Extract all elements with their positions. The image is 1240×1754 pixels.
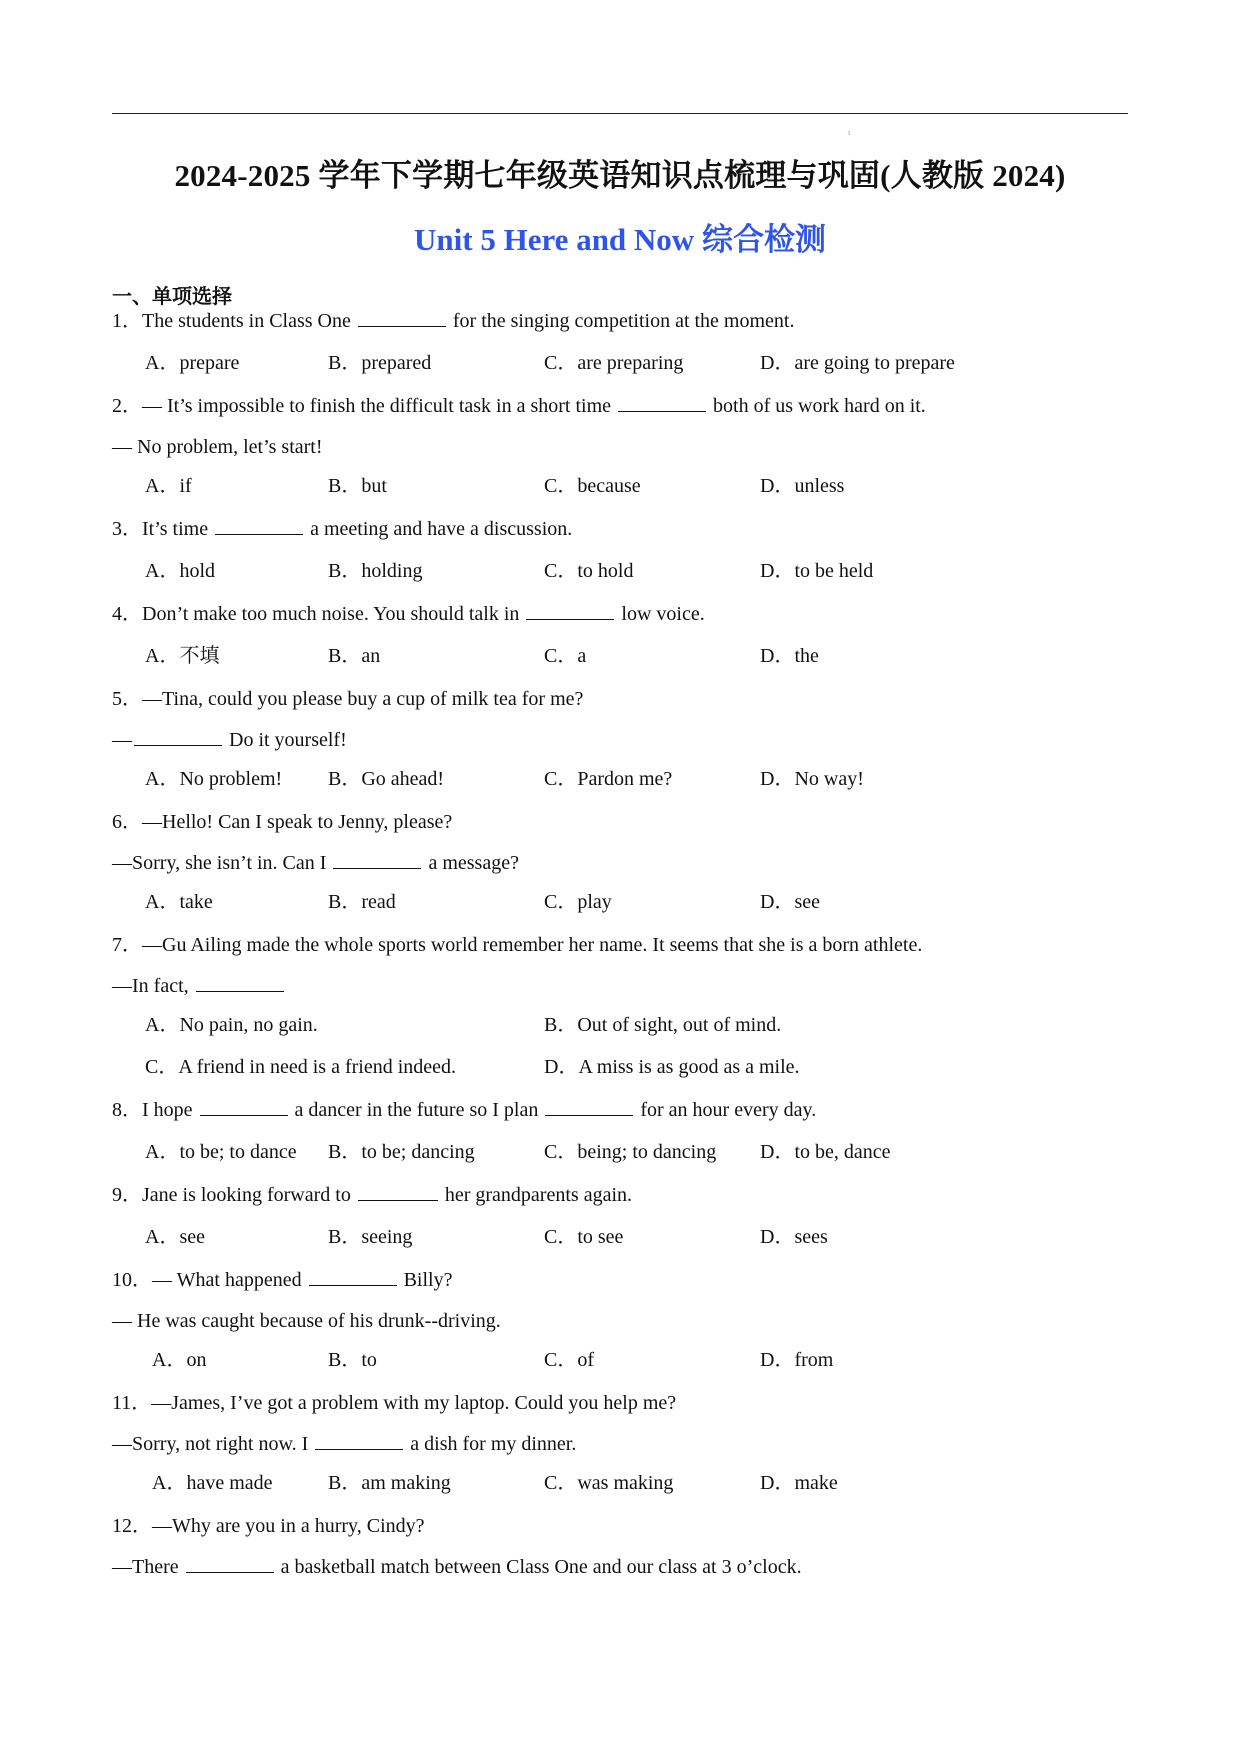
question-12: 12．—Why are you in a hurry, Cindy?: [112, 1515, 425, 1537]
q6-option-b: B．read: [328, 891, 396, 913]
q8-option-c: C．being; to dancing: [544, 1141, 717, 1163]
question-2-reply: — No problem, let’s start!: [112, 436, 323, 458]
q8-option-a: A．to be; to dance: [145, 1141, 297, 1163]
question-6-reply: —Sorry, she isn’t in. Can I a message?: [112, 852, 519, 874]
q7-option-b: B．Out of sight, out of mind.: [544, 1014, 782, 1036]
question-7: 7．—Gu Ailing made the whole sports world remember her name. It seems that she is a born athlete.: [112, 934, 923, 956]
q8-option-b: B．to be; dancing: [328, 1141, 475, 1163]
question-3: 3．It’s time a meeting and have a discussion.: [112, 518, 573, 540]
q2-option-c: C．because: [544, 475, 641, 497]
question-1: 1．The students in Class One for the singing competition at the moment.: [112, 310, 795, 332]
section-heading: 一、单项选择: [112, 286, 232, 308]
q11-option-a: A．have made: [152, 1472, 273, 1494]
q5-option-b: B．Go ahead!: [328, 768, 445, 790]
q3-option-b: B．holding: [328, 560, 423, 582]
q10-option-c: C．of: [544, 1349, 594, 1371]
q2-option-a: A．if: [145, 475, 192, 497]
question-7-reply: —In fact,: [112, 973, 286, 999]
q4-option-a: A．不填: [145, 645, 220, 667]
q5-option-d: D．No way!: [760, 768, 864, 790]
q8-option-d: D．to be, dance: [760, 1141, 891, 1163]
q1-option-d: D．are going to prepare: [760, 352, 955, 374]
question-11: 11．—James, I’ve got a problem with my laptop. Could you help me?: [112, 1392, 677, 1414]
q3-option-a: A．hold: [145, 560, 215, 582]
question-2: 2．— It’s impossible to finish the difficult task in a short time both of us work hard on it.: [112, 395, 926, 417]
q4-option-c: C．a: [544, 645, 587, 667]
q3-option-d: D．to be held: [760, 560, 874, 582]
q2-option-d: D．unless: [760, 475, 845, 497]
answer-blank: [134, 727, 222, 746]
header-rule: [112, 113, 1128, 114]
question-11-reply: —Sorry, not right now. I a dish for my dinner.: [112, 1433, 577, 1455]
q10-option-b: B．to: [328, 1349, 377, 1371]
q9-option-c: C．to see: [544, 1226, 624, 1248]
q9-option-d: D．sees: [760, 1226, 828, 1248]
question-5: 5．—Tina, could you please buy a cup of milk tea for me?: [112, 688, 584, 710]
question-6: 6．—Hello! Can I speak to Jenny, please?: [112, 811, 453, 833]
answer-blank: [358, 1182, 438, 1201]
q7-option-d: D．A miss is as good as a mile.: [544, 1056, 800, 1078]
q9-option-a: A．see: [145, 1226, 205, 1248]
question-5-reply: — Do it yourself!: [112, 729, 347, 751]
q1-option-a: A．prepare: [145, 352, 240, 374]
q10-option-a: A．on: [152, 1349, 207, 1371]
q9-option-b: B．seeing: [328, 1226, 413, 1248]
q5-option-c: C．Pardon me?: [544, 768, 673, 790]
page-subtitle: Unit 5 Here and Now 综合检测: [414, 222, 826, 257]
q1-option-b: B．prepared: [328, 352, 432, 374]
answer-blank: [315, 1431, 403, 1450]
q4-option-d: D．the: [760, 645, 819, 667]
question-4: 4．Don’t make too much noise. You should talk in low voice.: [112, 603, 705, 625]
q7-option-c: C．A friend in need is a friend indeed.: [145, 1056, 457, 1078]
q1-option-c: C．are preparing: [544, 352, 684, 374]
answer-blank: [618, 393, 706, 412]
question-10-reply: — He was caught because of his drunk--driving.: [112, 1310, 501, 1332]
answer-blank: [196, 973, 284, 992]
q11-option-d: D．make: [760, 1472, 838, 1494]
answer-blank: [200, 1097, 288, 1116]
answer-blank: [526, 601, 614, 620]
answer-blank: [215, 516, 303, 535]
question-8: 8．I hope a dancer in the future so I plan for an hour every day.: [112, 1099, 817, 1121]
q3-option-c: C．to hold: [544, 560, 634, 582]
question-12-reply: —There a basketball match between Class One and our class at 3 o’clock.: [112, 1556, 802, 1578]
q7-option-a: A．No pain, no gain.: [145, 1014, 318, 1036]
q11-option-c: C．was making: [544, 1472, 674, 1494]
answer-blank: [333, 850, 421, 869]
q11-option-b: B．am making: [328, 1472, 451, 1494]
answer-blank: [309, 1267, 397, 1286]
q5-option-a: A．No problem!: [145, 768, 283, 790]
q6-option-d: D．see: [760, 891, 820, 913]
question-10: 10．— What happened Billy?: [112, 1269, 453, 1291]
q6-option-c: C．play: [544, 891, 612, 913]
q4-option-b: B．an: [328, 645, 381, 667]
page-title: 2024-2025 学年下学期七年级英语知识点梳理与巩固(人教版 2024): [174, 158, 1066, 193]
header-mark: ı: [848, 128, 851, 137]
answer-blank: [545, 1097, 633, 1116]
answer-blank: [186, 1554, 274, 1573]
answer-blank: [358, 308, 446, 327]
q10-option-d: D．from: [760, 1349, 834, 1371]
q6-option-a: A．take: [145, 891, 213, 913]
question-9: 9．Jane is looking forward to her grandparents again.: [112, 1184, 632, 1206]
q2-option-b: B．but: [328, 475, 387, 497]
